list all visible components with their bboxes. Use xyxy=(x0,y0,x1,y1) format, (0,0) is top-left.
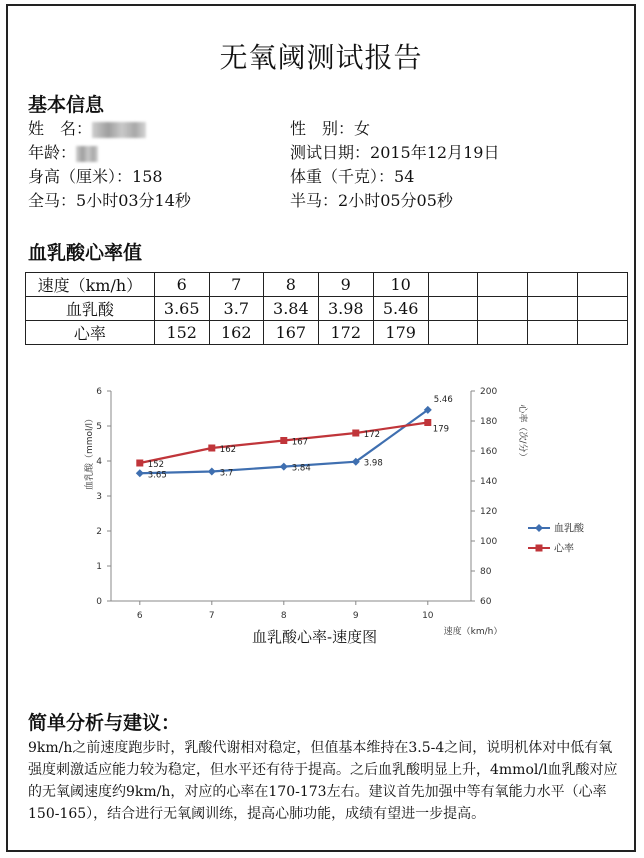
test-date-row xyxy=(290,140,499,163)
lactate-data-label: 3.98 xyxy=(363,458,383,469)
y-left-tick-label: 2 xyxy=(96,527,102,537)
name-row xyxy=(28,116,146,139)
gender-row xyxy=(290,116,370,139)
age-redacted-blur xyxy=(76,146,98,162)
table-cell-empty xyxy=(478,273,528,297)
lactate-data-label: 3.84 xyxy=(291,463,311,474)
table-cell: 7 xyxy=(209,273,263,297)
table-cell: 3.7 xyxy=(209,297,263,321)
heart-rate-point xyxy=(424,419,431,426)
table-cell-empty xyxy=(578,273,628,297)
lactate-heading: 血乳酸心率值 xyxy=(28,242,143,264)
table-cell: 9 xyxy=(318,273,373,297)
lactate-point xyxy=(280,463,288,471)
marathon-row xyxy=(28,188,191,211)
x-tick-label: 10 xyxy=(422,611,434,621)
table-cell: 3.84 xyxy=(263,297,318,321)
table-cell: 6 xyxy=(154,273,209,297)
table-cell-empty xyxy=(478,321,528,345)
table-cell: 162 xyxy=(209,321,263,345)
table-cell: 172 xyxy=(318,321,373,345)
heart-rate-point xyxy=(352,430,359,437)
table-cell-empty xyxy=(578,321,628,345)
y-left-tick-label: 4 xyxy=(96,457,102,467)
half-marathon-label: 半马： xyxy=(290,191,339,210)
height-row xyxy=(28,164,163,187)
legend-label: 血乳酸 xyxy=(554,523,584,535)
basic-info-heading: 基本信息 xyxy=(28,94,105,116)
table-label-heart-rate: 心率 xyxy=(26,321,155,345)
x-tick-label: 9 xyxy=(352,611,359,621)
table-cell: 10 xyxy=(373,273,428,297)
y-left-tick-label: 0 xyxy=(96,597,102,607)
name-redacted-blur xyxy=(92,122,146,138)
y-right-axis-label: 心率（次/分） xyxy=(517,404,527,462)
legend-marker xyxy=(536,545,543,552)
table-cell-empty xyxy=(528,321,578,345)
legend-label: 心率 xyxy=(554,543,574,555)
report-title: 无氧阈测试报告 xyxy=(219,41,423,74)
table-cell-empty xyxy=(578,297,628,321)
gender-label: 性 别： xyxy=(290,119,355,138)
analysis-heading: 简单分析与建议： xyxy=(28,712,181,734)
table-cell-empty xyxy=(478,297,528,321)
heart-rate-point xyxy=(136,460,143,467)
heart-rate-data-label: 172 xyxy=(363,430,381,440)
table-row-lactate xyxy=(26,297,628,321)
y-right-tick-label: 160 xyxy=(480,447,498,457)
lactate-data-label: 3.65 xyxy=(147,470,167,481)
table-cell-empty xyxy=(428,321,478,345)
age-label: 年龄： xyxy=(28,143,77,162)
table-cell: 3.65 xyxy=(154,297,209,321)
lactate-table xyxy=(25,272,628,345)
y-right-tick-label: 120 xyxy=(480,507,498,517)
table-cell-empty xyxy=(428,297,478,321)
lactate-point xyxy=(136,469,144,477)
test-date-value: 2015年12月19日 xyxy=(370,143,500,162)
name-label: 姓 名： xyxy=(28,119,93,138)
weight-row xyxy=(290,164,414,187)
y-right-tick-label: 80 xyxy=(480,567,492,577)
y-right-tick-label: 100 xyxy=(480,537,498,547)
height-value: 158 xyxy=(132,167,163,186)
height-label: 身高（厘米）： xyxy=(28,167,133,186)
lactate-point xyxy=(208,468,216,476)
table-row-heart-rate xyxy=(26,321,628,345)
table-cell-empty xyxy=(528,297,578,321)
heart-rate-point xyxy=(208,445,215,452)
table-cell-empty xyxy=(428,273,478,297)
heart-rate-data-label: 167 xyxy=(291,437,309,448)
marathon-label: 全马： xyxy=(28,191,77,210)
legend-marker xyxy=(535,524,543,532)
y-right-tick-label: 200 xyxy=(480,387,498,397)
table-row-speed xyxy=(26,273,628,297)
table-cell: 3.98 xyxy=(318,297,373,321)
table-label-lactate: 血乳酸 xyxy=(26,297,155,321)
weight-value: 54 xyxy=(394,167,415,186)
y-right-tick-label: 140 xyxy=(480,477,498,487)
y-right-tick-label: 180 xyxy=(480,417,498,427)
y-left-tick-label: 5 xyxy=(96,422,102,432)
table-cell: 167 xyxy=(263,321,318,345)
x-tick-label: 7 xyxy=(208,611,215,621)
x-tick-label: 8 xyxy=(280,611,287,621)
lactate-data-label: 5.46 xyxy=(433,394,453,405)
y-left-tick-label: 6 xyxy=(96,387,102,397)
table-cell: 5.46 xyxy=(373,297,428,321)
lactate-data-label: 3.7 xyxy=(219,468,234,479)
x-tick-label: 6 xyxy=(136,611,143,621)
table-label-speed: 速度（km/h） xyxy=(26,273,155,297)
y-right-tick-label: 60 xyxy=(480,597,492,607)
y-left-tick-label: 3 xyxy=(96,492,102,502)
table-cell: 179 xyxy=(373,321,428,345)
marathon-value: 5小时03分14秒 xyxy=(76,191,191,210)
age-row xyxy=(28,140,98,163)
table-cell: 8 xyxy=(263,273,318,297)
half-marathon-row xyxy=(290,188,453,211)
x-axis-label: 速度（km/h） xyxy=(443,627,503,637)
gender-value: 女 xyxy=(354,119,371,138)
analysis-paragraph: 9km/h之前速度跑步时，乳酸代谢相对稳定，但值基本维持在3.5-4之间，说明机体对中低有氧强度刺激适应能力较为稳定，但水平还有待于提高。之后血乳酸明显上升，4mmol/l血乳酸对应的无氧阈速度约9km/h，对应的心率在170-173左右。建议首先加强中等有氧能力水平（心率150-165），结合进行无氧阈训练，提高心肺功能，成绩有望进一步提高。 xyxy=(28,740,618,822)
table-cell-empty xyxy=(528,273,578,297)
weight-label: 体重（千克）： xyxy=(290,167,395,186)
table-cell: 152 xyxy=(154,321,209,345)
chart-title: 血乳酸心率-速度图 xyxy=(252,628,378,646)
heart-rate-point xyxy=(280,437,287,444)
test-date-label: 测试日期： xyxy=(290,143,371,162)
heart-rate-data-label: 152 xyxy=(147,460,165,470)
half-marathon-value: 2小时05分05秒 xyxy=(338,191,453,210)
heart-rate-data-label: 162 xyxy=(219,445,237,455)
heart-rate-data-label: 179 xyxy=(432,424,450,435)
y-left-axis-label: 血乳酸（mmol/l） xyxy=(85,413,95,491)
y-left-tick-label: 1 xyxy=(96,562,102,572)
report-page xyxy=(6,4,636,852)
